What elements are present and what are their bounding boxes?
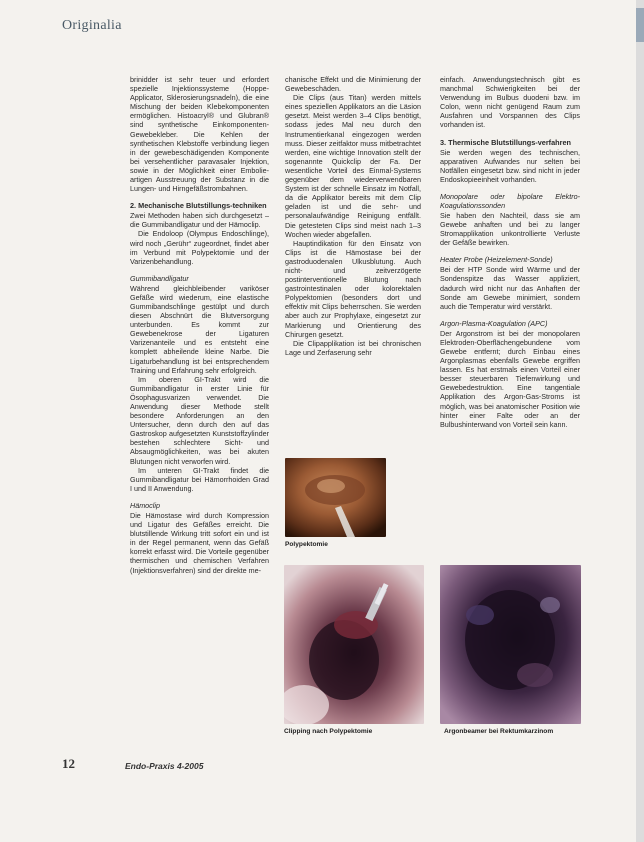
subsection-heading: Gummibandligatur bbox=[130, 273, 189, 283]
paragraph: Im oberen GI-Trakt wird die Gummibandligatur in erster Linie für Ösophagusvarizen verwendet. Die Anwendung dieser Methode stellt besondere Anforderungen an den Untersucher, denn durch den auf das Gastroskop aufgesetzten Kunststoffzylinder bestehen schlechtere Sicht- und Absaugmöglichkeiten, was bei akuten Blutungen nicht verworfen wird. bbox=[130, 374, 269, 466]
paragraph: Hauptindikation für den Einsatz von Clips ist die Hämostase bei der gastroduodenalen Ulkusblutung. Auch nicht- und zeitverzögerte postinterventionelle Blutung nach gastrointestinalen oder kolorektalen Polypektomien (besonders dort und effektiv mit Clips beherrschen. Sie werden aber auch zur Prophylaxe, eingesetzt zur Markierung und Orientierung des Chirurgen gesetzt. bbox=[285, 238, 421, 339]
text-column-3 bbox=[440, 75, 580, 429]
subsection-heading: Monopolare oder bipolare Elektro-Koagulationssonden bbox=[440, 191, 580, 210]
paragraph: Während gleichbleibender variköser Gefäße wird wiederum, eine elastische Gummibandschlinge gestülpt und durch diesen Abschnürt die Blutversorgung unterbunden. Es kommt zur Gewebenekrose der Ligaturen Varizenanteile und es entsteht eine komplett abheilende kleine Narbe. Die Ligaturbehandlung ist bei entsprechendem Training und Erfahrung sehr erfolgreich. bbox=[130, 283, 269, 375]
subsection-heading: Argon-Plasma-Koagulation (APC) bbox=[440, 318, 548, 328]
section-marker bbox=[636, 8, 644, 42]
paragraph: Sie haben den Nachteil, dass sie am Gewebe anhaften und bei zu langer Stromapplikation unkontrollierte Verluste der Gefäße bewirken. bbox=[440, 210, 580, 248]
section-heading: 2. Mechanische Blutstillungs-techniken bbox=[130, 201, 267, 211]
paragraph: Im unteren GI-Trakt findet die Gummibandligatur bei Hämorrhoiden Grad I und II Anwendung. bbox=[130, 465, 269, 493]
paragraph: Bei der HTP Sonde wird Wärme und der Sondenspitze das Wasser appliziert, dadurch wird nicht nur das Anhaften der Sonde am Gewebe minimiert, sondern auch die Temperatur wird verstärkt. bbox=[440, 265, 580, 311]
paragraph: Die Clips (aus Titan) werden mittels eines speziellen Applikators an die Läsion gesetzt. Meist werden 3–4 Clips benötigt, sodass jedes Mal neu durch den Instrumentierkanal eingezogen werden muss. Dieser zeitfaktor muss mitbetrachtet werden, eine wichtige Innovation stellt der sogenannte Quickclip der Fa. Der wesentliche Vorteil des Einmal-Systems gegenüber dem wiederverwendbaren System ist der schnelle Einsatz im Notfall, da die Applikator bereits mit dem Clip geladen ist und die sehr- und personalaufwändige Reinigung entfällt. Die getesteten Clips sind meist nach 1–3 Wochen wieder abgefallen. bbox=[285, 93, 421, 239]
journal-title: Endo-Praxis 4-2005 bbox=[125, 761, 204, 771]
paragraph: Die Hämostase wird durch Kompression und Ligatur des Gefäßes erreicht. Die blutstillende Wirkung tritt sofort ein und ist in der Regel permanent, wenn das Gefäß korrekt erfasst wird. Die Vorteile gegenüber thermischen und chemischen Verfahren (Injektionsverfahren) sind der direkte me- bbox=[130, 510, 269, 575]
paragraph: chanische Effekt und die Minimierung der Gewebeschäden. bbox=[285, 75, 421, 94]
page-edge bbox=[636, 0, 644, 842]
text-column-1 bbox=[130, 75, 269, 575]
subsection-heading: Hämoclip bbox=[130, 500, 160, 510]
text-column-2 bbox=[285, 75, 421, 357]
section-heading: 3. Thermische Blutstillungs-verfahren bbox=[440, 137, 571, 147]
polypectomy-photo bbox=[285, 458, 386, 537]
paragraph: Sie werden wegen des technischen, apparativen Aufwandes nur selten bei Notfällen eingesetzt bzw. sind nicht in jeder Endoskopieeinheit vorhanden. bbox=[440, 147, 580, 184]
section-label: Originalia bbox=[62, 18, 122, 33]
photo-caption: Polypektomie bbox=[285, 541, 328, 548]
paragraph: brinidder ist sehr teuer und erfordert spezielle Injektionssysteme (Hoppe-Applicator, Sklerosierungsnadeln), die eine Mischung der beiden Klebekomponenten ermöglichen. Histoacryl® und Glubran® sind synthetische Einkomponenten-Gewebekleber. Die Kehlen der synthetischen Klebstoffe verbindung liegen in der gewebeschädigenden Komponente bei versehentlicher paravasaler Injektion, sowie in der Möglichkeit einer Embolie-artigen Ausstreuung der Substanz in die Lungen- und Hirngefäßstrombahnen. bbox=[130, 75, 269, 194]
clipping-photo bbox=[284, 565, 424, 724]
subsection-heading: Heater Probe (Heizelement-Sonde) bbox=[440, 255, 553, 265]
photo-caption: Clipping nach Polypektomie bbox=[284, 728, 373, 735]
argon-beamer-photo bbox=[440, 565, 581, 724]
page-number: 12 bbox=[62, 756, 75, 771]
paragraph: Der Argonstrom ist bei der monopolaren Elektroden-Oberflächengebundene vom Gewebe entfernt; durch Einbau eines Argonplasmas ebenfalls Gewebe ergriffen lassen. Es hat erstmals einen Vorteil einer besser steuerbaren Tiefenwirkung und Gewebedestruktion. Eine tangentiale Applikation des Argon-Gas-Stroms ist möglich, was bei anatomischer Position wie hinter einer Falte oder an der Bulbushinterwand von Vorteil sein kann. bbox=[440, 328, 580, 429]
paragraph: Die Clipapplikation ist bei chronischen Lage und Zerfaserung sehr bbox=[285, 338, 421, 357]
photo-caption: Argonbeamer bei Rektumkarzinom bbox=[444, 728, 554, 735]
paragraph: einfach. Anwendungstechnisch gibt es manchmal Schwierigkeiten bei der Verwendung im Bulbus duodeni bzw. im Colon, wenn nicht genügend Raum zum Ausfahren und Vorspannen des Clips vorhanden ist. bbox=[440, 75, 580, 130]
paragraph: Die Endoloop (Olympus Endoschlinge), wird noch „Gerühr“ zugeordnet, findet aber im Verbund mit Polypektomie und der Varizenbehandlung. bbox=[130, 229, 269, 266]
paragraph: Zwei Methoden haben sich durchgesetzt – die Gummibandligatur und der Hämoclip. bbox=[130, 211, 269, 230]
